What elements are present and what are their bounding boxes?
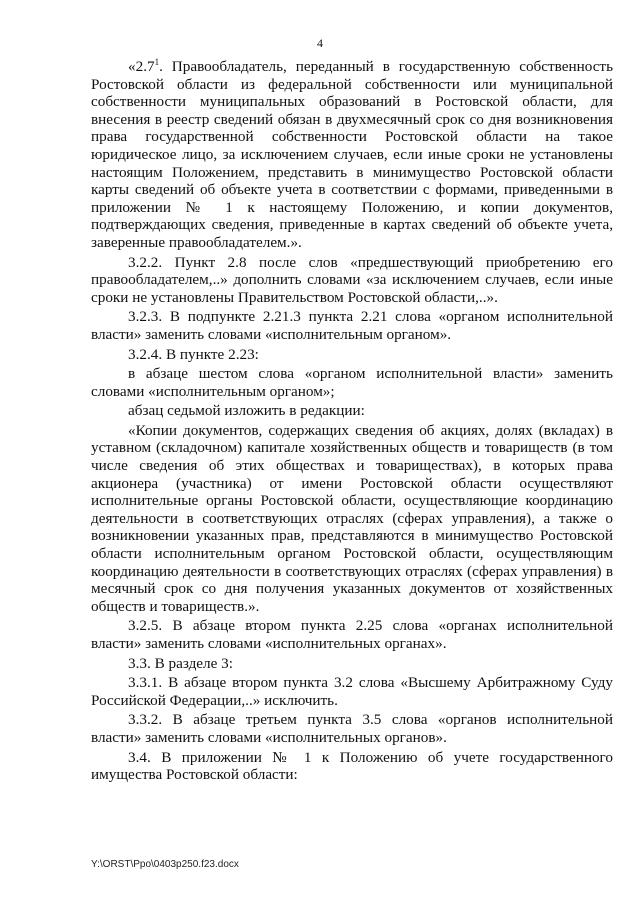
document-body [91, 58, 613, 786]
paragraph-3-2-3: 3.2.3. В подпункте 2.21.3 пункта 2.21 слова «органом исполнительной власти» заменить словами «исполнительным органом». [91, 308, 613, 343]
paragraph-prefix: «2.7 [128, 58, 155, 75]
paragraph-abzac-7-intro: абзац седьмой изложить в редакции: [128, 402, 365, 420]
paragraph-3-3-1: 3.3.1. В абзаце втором пункта 3.2 слова «Высшему Арбитражному Суду Российской Федерации,..» исключить. [91, 674, 613, 709]
paragraph-3-2-2: 3.2.2. Пункт 2.8 после слов «предшествующий приобретению его правообладателем,..» дополнить словами «за исключением случаев, если иные сроки не установлены Правительством Ростовской области,..». [91, 253, 613, 306]
paragraph-3-2-4: 3.2.4. В пункте 2.23: [128, 345, 259, 363]
paragraph-abzac-6: в абзаце шестом слова «органом исполнительной власти» заменить словами «исполнительным органом»; [91, 365, 613, 400]
superscript-marker: 1 [154, 57, 160, 67]
paragraph-3-3: 3.3. В разделе 3: [128, 654, 233, 672]
paragraph-3-4: 3.4. В приложении № 1 к Положению об учете государственного имущества Ростовской области: [91, 748, 613, 784]
footer-file-path: Y:\ORST\Ppo\0403p250.f23.docx [91, 859, 239, 870]
paragraph-2-7-1 [91, 58, 613, 252]
paragraph-3-2-5: 3.2.5. В абзаце втором пункта 2.25 слова «органах исполнительной власти» заменить словами «исполнительных органах». [91, 617, 613, 652]
page-number: 4 [317, 36, 323, 50]
paragraph-3-3-2: 3.3.2. В абзаце третьем пункта 3.5 слова «органов исполнительной власти» заменить словами «исполнительных органов». [91, 711, 613, 746]
paragraph-text: . Правообладатель, переданный в государственную собственность Ростовской области из федеральной собственности или муниципальной собственности муниципальных образований в Ростовской области, для внесения в реестр сведений обязан в двухмесячный срок со дня возникновения права государственной собственности Ростовской области на такое юридическое лицо, за исключением случаев, если иные сроки не установлены настоящим Положением, представить в минимущество Ростовской области карты сведений об объекте учета в соответствии с формами, приведенными в приложении № 1 к настоящему Положению, и копии документов, подтверждающих сведения, приведенные в картах сведений об объекте учета, заверенные правообладателем.». [91, 58, 613, 251]
paragraph-abzac-7-text: «Копии документов, содержащих сведения об акциях, долях (вкладах) в уставном (складочном) капитале хозяйственных обществ и товариществ (в том числе сведения об этих обществах и товариществах), в которых права акционера (участника) от имени Ростовской области осуществляют исполнительные органы Ростовской области, осуществляющие координацию деятельности в соответствующих отраслях (сферах управления), а также о возникновении указанных прав, представляются в минимущество Ростовской области исполнительным органом Ростовской области, осуществляющим координацию деятельности в соответствующих отраслях (сферах управления) в месячный срок со дня получения указанных документов от хозяйственных обществ и товариществ.». [91, 421, 613, 615]
